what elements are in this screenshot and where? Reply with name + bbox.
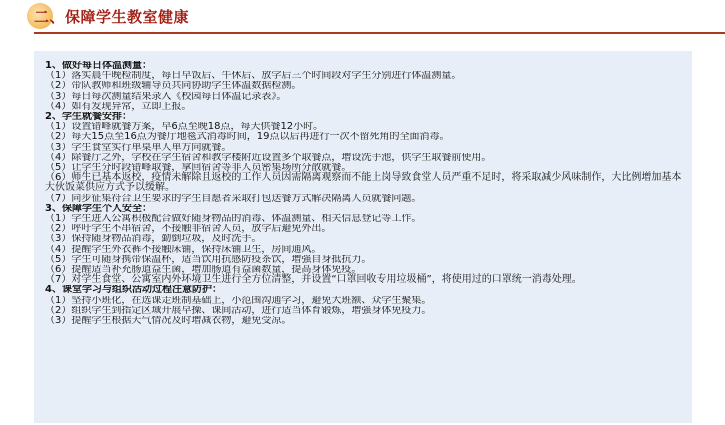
section-heading-temperature: 1、做好每日体温测量： [45,61,152,71]
list-item: （5）让学生分时段错峰取餐，拿回宿舍等非人员密集场所分散就餐。 [45,163,352,174]
list-item: （4）提醒学生外衣裤不接触床铺，保持床铺卫生，房间通风。 [45,244,322,255]
list-item: （5）学生可随身携带保温杯，适当饮用抗感防疫茶饮，增强自身抵抗力。 [45,254,372,265]
list-item: （2）呼吁学生不串宿舍，不接触非宿舍人员，放学后避免外出。 [45,224,332,235]
section-heading-personal-safety: 3、保障学生个人安全： [45,203,152,214]
list-item: （4）除餐厅之外，学校在学生宿舍和教学楼附近设置多个取餐点，增设洗手池，供学生取餐前使用。 [45,152,492,163]
list-item: （6）提醒适当补充肠道益生菌，增加肠道有益菌数量，提高身体免疫。 [45,265,362,276]
section-header [0,0,725,34]
list-item: （2）组织学生到指定区域开展早操、课间活动，进行适当体育锻炼，增强身体免疫力。 [45,305,432,316]
list-item: （3）学生食堂实行单桌单人单方向就餐。 [45,142,232,153]
section-heading-classroom-protection: 4、课堂学习与组织活动过程注意防护： [45,285,222,296]
list-item: （3）保持随身物品消毒，勤倒垃圾，及时洗手。 [45,234,262,245]
list-item: （6）师生已基本返校，疫情未解除且返校的工作人员因需隔离观察而不能上岗导致食堂人员严重不足时，将采取减少风味制作，大比例增加基本大伙饭菜供应方式予以缓解。 [45,172,682,194]
title-underline [34,32,725,34]
list-item: （7）同步征集符合卫生要求的学生自愿者采取打包送餐方式解决隔离人员就餐问题。 [45,193,422,204]
section-heading-dining: 2、学生就餐安排： [45,112,132,123]
list-item: （2）每天15点至16点为餐厅地毯式消毒时间，19点以后再进行一次不留死角的全面消毒。 [45,132,450,143]
list-item: （1）学生进入公寓积极配合做好随身物品的消毒、体温测量、相关信息登记等工作。 [45,214,422,225]
list-item: （7）对学生食堂、公寓室内外环境卫生进行全方位清整，并设置“口罩回收专用垃圾桶”，将使用过的口罩统一消毒处理。 [45,274,582,286]
list-item: （1）坚持小班化，在选课走班制基础上，小范围沟通学习，避免大班额、众学生聚集。 [45,295,432,306]
list-item: （4）如有发现异常，立即上报。 [45,101,192,112]
content-text [45,61,685,326]
list-item: （3）提醒学生根据天气情况及时增减衣物，避免受凉。 [45,316,292,327]
list-item: （1）落实晨午晚检制度，每日早饭后、午休后、放学后三个时间段对学生分别进行体温测量。 [45,71,462,82]
list-item: （2）带队教师和班级辅导员共同协助学生体温数据检测。 [45,81,302,92]
section-title: 二、保障学生教室健康 [34,8,190,26]
list-item: （1）设置错峰就餐方案，早6点至晚18点，每天供餐12小时。 [45,122,324,133]
list-item: （3）每日每次测量结果录入《校园每日体温记录表》。 [45,91,287,102]
